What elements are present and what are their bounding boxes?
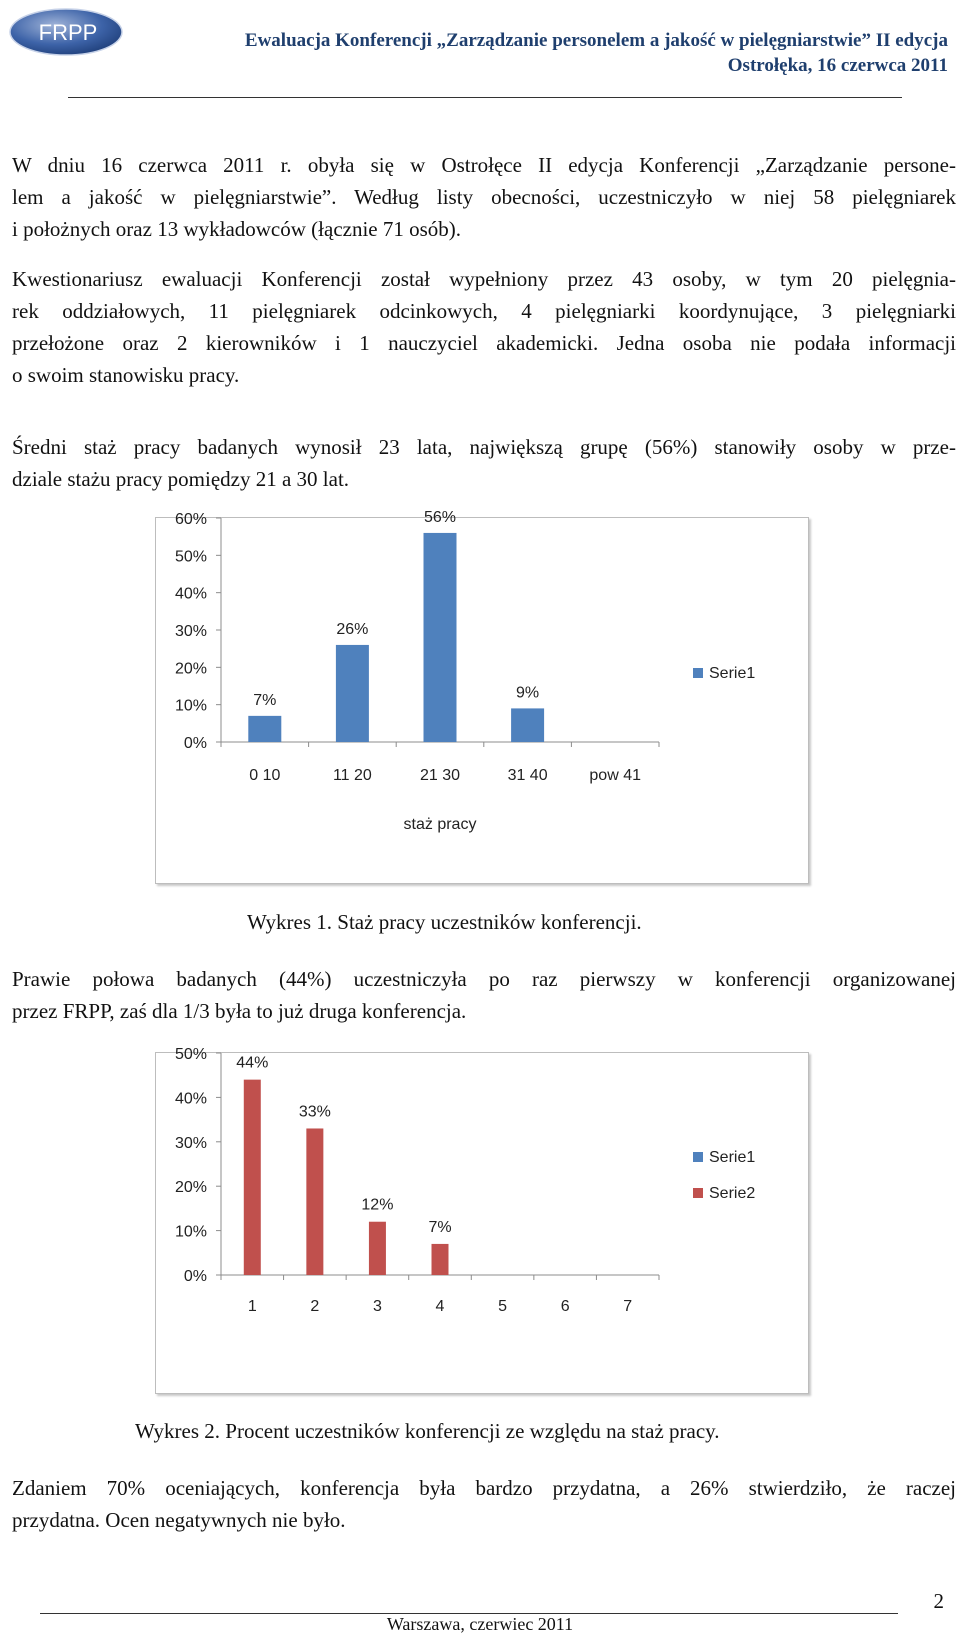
x-tick-label: 2 xyxy=(310,1298,320,1315)
paragraph-questionnaire xyxy=(12,263,956,391)
paragraph-line: Prawie połowa badanych (44%) uczestniczyła po raz pierwszy w konferencji organizowanej xyxy=(12,967,956,991)
paragraph-seniority xyxy=(12,431,956,495)
chart-2 xyxy=(156,1046,808,1393)
page-number: 2 xyxy=(933,1589,944,1613)
paragraph-line: dziale stażu pracy pomiędzy 21 a 30 lat. xyxy=(12,467,350,491)
bar-serie2-3 xyxy=(369,1222,386,1275)
x-tick-label: 31 40 xyxy=(507,767,548,784)
chart-1 xyxy=(156,508,808,883)
paragraph-line: Średni staż pracy badanych wynosił 23 lata, największą grupę (56%) stanowiły osoby w prze- xyxy=(12,435,956,459)
x-axis-title: staż pracy xyxy=(403,816,477,833)
y-tick-label: 20% xyxy=(174,1179,207,1197)
header-title: Ewaluacja Konferencji „Zarządzanie personelem a jakość w pielęgniarstwie” II edycja xyxy=(244,30,948,51)
bar-serie1-1 xyxy=(248,716,281,742)
data-label: 7% xyxy=(428,1218,452,1236)
paragraph-first-time xyxy=(12,963,956,1027)
data-label: 44% xyxy=(236,1054,269,1072)
bar-serie1-2 xyxy=(336,645,369,742)
paragraph-line: przełożone oraz 2 kierowników i 1 nauczyciel akademicki. Jedna osoba nie podała informacji xyxy=(12,331,956,355)
x-tick-label: 0 10 xyxy=(249,767,281,784)
y-tick-label: 40% xyxy=(174,585,207,603)
y-tick-label: 50% xyxy=(174,1046,207,1063)
x-tick-label: 21 30 xyxy=(419,767,461,784)
bar-serie2-4 xyxy=(432,1244,449,1275)
bar-serie2-2 xyxy=(306,1128,323,1275)
x-tick-label: 7 xyxy=(623,1298,633,1315)
legend-label-serie1: Serie1 xyxy=(709,665,756,682)
y-tick-label: 0% xyxy=(183,1268,207,1285)
y-tick-label: 20% xyxy=(174,660,207,678)
paragraph-line: lem a jakość w pielęgniarstwie”. Według listy obecności, uczestniczyło w niej 58 pielęgniarek xyxy=(12,185,956,209)
footer-place-date: Warszawa, czerwiec 2011 xyxy=(386,1614,574,1634)
x-tick-label: 4 xyxy=(435,1298,445,1315)
x-tick-label: 6 xyxy=(560,1298,570,1315)
header-divider xyxy=(68,97,902,98)
data-label: 26% xyxy=(336,620,369,638)
paragraph-line: przydatna. Ocen negatywnych nie było. xyxy=(12,1508,346,1532)
y-tick-label: 0% xyxy=(183,735,207,752)
header-date: Ostrołęka, 16 czerwca 2011 xyxy=(727,55,948,76)
chart-2-container xyxy=(155,1046,809,1394)
data-label: 9% xyxy=(516,684,540,702)
bar-serie2-1 xyxy=(244,1080,261,1275)
paragraph-line: rek oddziałowych, 11 pielęgniarek odcinkowych, 4 pielęgniarki koordynujące, 3 pielęgniarki xyxy=(12,299,956,323)
legend-swatch-serie1 xyxy=(693,668,703,678)
paragraph-line: przez FRPP, zaś dla 1/3 była to już druga konferencja. xyxy=(12,999,467,1023)
data-label: 12% xyxy=(361,1196,394,1214)
chart-1-container xyxy=(155,508,809,884)
paragraph-line: Kwestionariusz ewaluacji Konferencji został wypełniony przez 43 osoby, w tym 20 pielęgnia- xyxy=(12,267,956,291)
x-tick-label: pow 41 xyxy=(589,767,641,784)
bar-serie1-4 xyxy=(511,708,544,742)
y-tick-label: 10% xyxy=(174,697,207,715)
paragraph-usefulness xyxy=(12,1472,956,1536)
paragraph-conference-info xyxy=(12,149,956,245)
x-tick-label: 11 20 xyxy=(332,767,372,784)
x-tick-label: 1 xyxy=(247,1298,257,1315)
data-label: 7% xyxy=(253,691,277,709)
data-label: 56% xyxy=(423,508,457,526)
logo-graphic xyxy=(8,6,126,58)
paragraph-line: W dniu 16 czerwca 2011 r. obyła się w Ostrołęce II edycja Konferencji „Zarządzanie persone- xyxy=(12,153,956,177)
chart-2-caption: Wykres 2. Procent uczestników konferencji ze względu na staż pracy. xyxy=(135,1419,720,1443)
paragraph-line: o swoim stanowisku pracy. xyxy=(12,363,240,387)
x-tick-label: 5 xyxy=(498,1298,508,1315)
legend-label-serie2: Serie2 xyxy=(709,1185,756,1202)
y-tick-label: 10% xyxy=(174,1223,207,1241)
frpp-logo xyxy=(8,6,126,58)
paragraph-line: i położnych oraz 13 wykładowców (łącznie 71 osób). xyxy=(12,217,462,241)
logo-text: FRPP xyxy=(38,20,98,45)
paragraph-line: Zdaniem 70% oceniających, konferencja była bardzo przydatna, a 26% stwierdziło, że raczej xyxy=(12,1476,956,1500)
x-tick-label: 3 xyxy=(372,1298,382,1315)
y-tick-label: 30% xyxy=(174,623,207,640)
legend-swatch-serie1 xyxy=(693,1152,703,1162)
y-tick-label: 60% xyxy=(174,511,207,528)
bar-serie1-3 xyxy=(424,533,457,742)
legend-swatch-serie2 xyxy=(693,1188,703,1198)
legend-label-serie1: Serie1 xyxy=(709,1149,756,1166)
y-tick-label: 50% xyxy=(174,548,207,566)
data-label: 33% xyxy=(298,1103,331,1121)
y-tick-label: 40% xyxy=(174,1090,207,1108)
y-tick-label: 30% xyxy=(174,1134,207,1152)
chart-1-caption: Wykres 1. Staż pracy uczestników konferencji. xyxy=(247,910,642,934)
